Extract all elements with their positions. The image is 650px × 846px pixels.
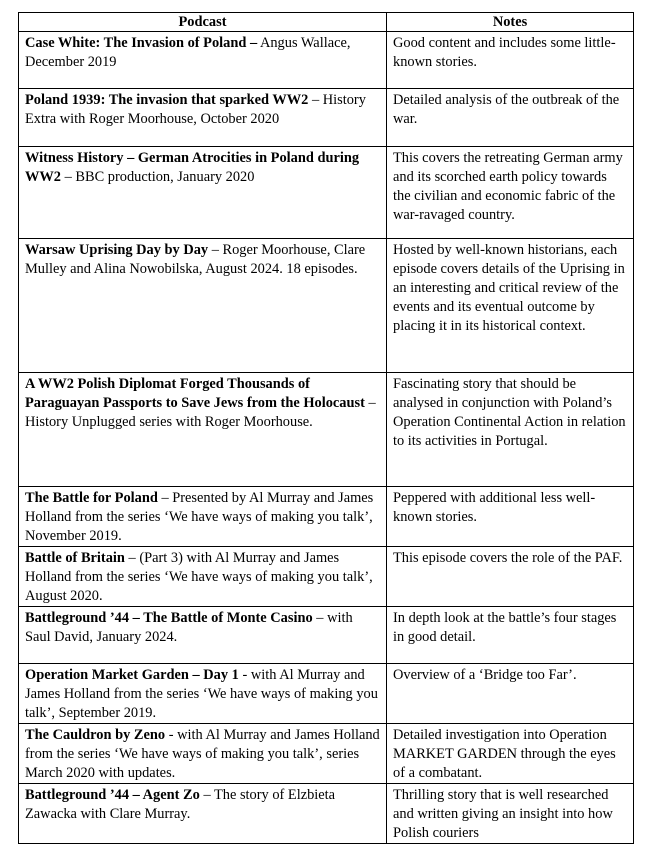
podcast-cell xyxy=(19,373,387,487)
podcast-title: Battleground ’44 – Agent Zo xyxy=(25,787,200,803)
table-row xyxy=(19,32,634,89)
notes-cell: Detailed investigation into Operation MARKET GARDEN through the eyes of a combatant. xyxy=(387,724,634,784)
podcast-column-header: Podcast xyxy=(19,13,387,32)
notes-cell: In depth look at the battle’s four stages in good detail. xyxy=(387,607,634,664)
podcast-title: Battleground ’44 – The Battle of Monte Casino xyxy=(25,610,313,626)
podcast-cell xyxy=(19,147,387,239)
podcast-detail: – History Unplugged series with Roger Moorhouse. xyxy=(25,395,376,430)
podcast-title: Warsaw Uprising Day by Day xyxy=(25,242,209,258)
table-row xyxy=(19,373,634,487)
table-row xyxy=(19,147,634,239)
table-row xyxy=(19,239,634,373)
notes-cell: Detailed analysis of the outbreak of the war. xyxy=(387,89,634,147)
table-row xyxy=(19,547,634,607)
podcast-detail: – (Part 3) with Al Murray and James Holland from the series ‘We have ways of making you talk’, August 2020. xyxy=(25,550,373,604)
podcast-title: A WW2 Polish Diplomat Forged Thousands of Paraguayan Passports to Save Jews from the Holocaust xyxy=(25,376,365,411)
podcast-detail: - with Al Murray and James Holland from the series ‘We have ways of making you talk’, series March 2020 with updates. xyxy=(25,727,380,781)
notes-cell: Thrilling story that is well researched and written giving an insight into how Polish couriers xyxy=(387,784,634,844)
podcast-detail: Angus Wallace, December 2019 xyxy=(25,35,351,70)
notes-cell: Good content and includes some little-known stories. xyxy=(387,32,634,89)
podcast-cell xyxy=(19,664,387,724)
table-row xyxy=(19,724,634,784)
podcast-cell xyxy=(19,89,387,147)
podcast-cell xyxy=(19,724,387,784)
podcast-cell xyxy=(19,487,387,547)
notes-cell: This covers the retreating German army and its scorched earth policy towards the civilian and economic fabric of the war-ravaged country. xyxy=(387,147,634,239)
podcast-title: Battle of Britain xyxy=(25,550,125,566)
podcast-title: Case White: The Invasion of Poland – xyxy=(25,35,258,51)
podcast-detail: – Roger Moorhouse, Clare Mulley and Alina Nowobilska, August 2024. 18 episodes. xyxy=(25,242,366,277)
podcast-detail: – The story of Elzbieta Zawacka with Clare Murray. xyxy=(25,787,336,822)
podcast-detail: – History Extra with Roger Moorhouse, October 2020 xyxy=(25,92,366,127)
table-row xyxy=(19,487,634,547)
podcast-title: The Cauldron by Zeno xyxy=(25,727,166,743)
podcast-detail: – with Saul David, January 2024. xyxy=(25,610,353,645)
table-row xyxy=(19,664,634,724)
notes-cell: Peppered with additional less well-known stories. xyxy=(387,487,634,547)
podcast-cell xyxy=(19,607,387,664)
podcast-cell xyxy=(19,547,387,607)
notes-cell: Hosted by well-known historians, each episode covers details of the Uprising in an interesting and critical review of the events and its eventual outcome by placing it in its historical context. xyxy=(387,239,634,373)
podcast-title: Operation Market Garden – Day 1 xyxy=(25,667,239,683)
podcast-detail: - with Al Murray and James Holland from the series ‘We have ways of making you talk’, September 2019. xyxy=(25,667,378,721)
podcast-cell xyxy=(19,32,387,89)
table-row xyxy=(19,607,634,664)
table-row xyxy=(19,784,634,844)
notes-cell: Fascinating story that should be analysed in conjunction with Poland’s Operation Continental Action in relation to its activities in Portugal. xyxy=(387,373,634,487)
notes-cell: Overview of a ‘Bridge too Far’. xyxy=(387,664,634,724)
notes-column-header: Notes xyxy=(387,13,634,32)
podcast-detail: – BBC production, January 2020 xyxy=(60,169,255,185)
podcast-cell xyxy=(19,784,387,844)
podcast-cell xyxy=(19,239,387,373)
podcast-title: The Battle for Poland xyxy=(25,490,158,506)
podcast-detail: – Presented by Al Murray and James Holland from the series ‘We have ways of making you talk’, November 2019. xyxy=(25,490,374,544)
podcast-table xyxy=(18,12,634,844)
notes-cell: This episode covers the role of the PAF. xyxy=(387,547,634,607)
podcast-title: Poland 1939: The invasion that sparked WW2 xyxy=(25,92,309,108)
podcast-title: Witness History – German Atrocities in Poland during WW2 xyxy=(25,150,360,185)
header-row xyxy=(19,13,634,32)
table-row xyxy=(19,89,634,147)
